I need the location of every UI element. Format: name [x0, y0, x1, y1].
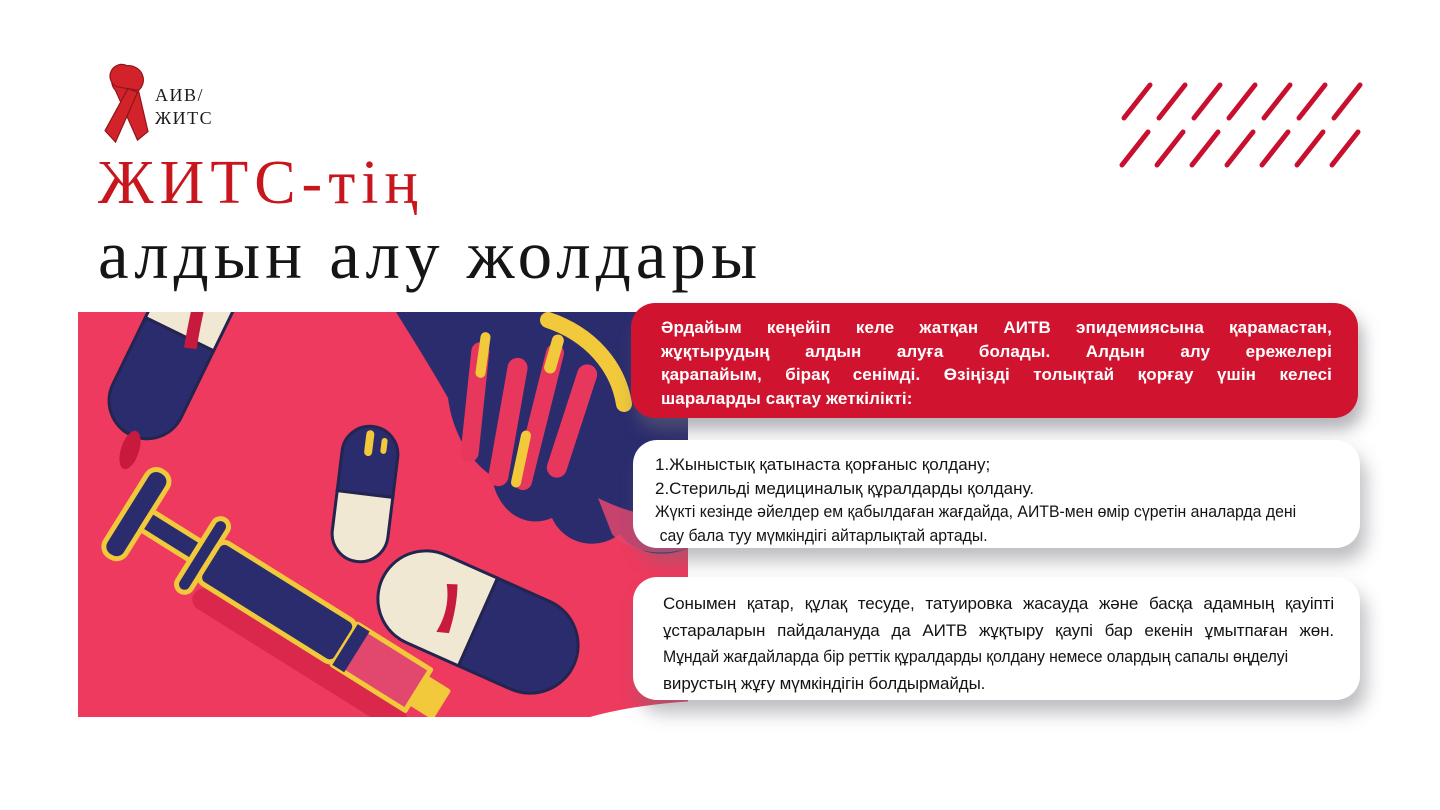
additional-line: вирустың жұғу мүмкіндігін болдырмайды. — [663, 673, 986, 693]
pills-syringe-illustration — [78, 312, 688, 717]
title-line1: ЖИТС-тің — [98, 149, 424, 217]
intro-box — [631, 303, 1358, 418]
measures-box — [633, 440, 1360, 548]
additional-line: Мұндай жағдайларда бір реттік құралдарды қолдану немесе олардың сапалы өңделуі — [663, 647, 1289, 666]
logo-text — [155, 84, 213, 144]
measures-line: Жүкті кезінде әйелдер ем қабылдаған жағдайда, АИТВ-мен өмір сүретін аналарда дені — [655, 502, 1297, 521]
additional-box — [633, 577, 1360, 700]
measures-line: 1.Жыныстық қатынаста қорғаныс қолдану; — [655, 455, 991, 474]
logo — [103, 58, 213, 144]
page-title — [98, 150, 762, 294]
additional-line: ұстараларын пайдалануда да АИТВ жұқтыру қаупі бар екенін ұмытпаған жөн. — [663, 620, 1334, 640]
logo-line1: АИВ/ — [155, 85, 205, 105]
additional-line: Сонымен қатар, құлақ тесуде, татуировка жасауда және басқа адамның қауіпті — [663, 594, 1334, 613]
title-line2: алдын алу жолдары — [98, 217, 763, 293]
slash-pattern-decor — [1118, 78, 1364, 172]
measures-line: 2.Стерильді медициналық құралдарды қолдану. — [655, 478, 1034, 498]
intro-line: Әрдайым кеңейіп келе жатқан АИТВ эпидемиясына қарамастан, — [661, 318, 1332, 337]
intro-line: шараларды сақтау жеткілікті: — [661, 388, 913, 408]
aids-ribbon-icon — [103, 58, 151, 144]
logo-line2: ЖИТС — [155, 108, 214, 128]
intro-line: қарапайым, бірақ сенімді. Өзіңізді толықтай қорғау үшін келесі — [661, 365, 1332, 384]
measures-line: сау бала туу мүмкіндігі айтарлықтай артады. — [659, 525, 988, 545]
intro-line: жұқтырудың алдын алуға болады. Алдын алу ережелері — [661, 341, 1332, 361]
